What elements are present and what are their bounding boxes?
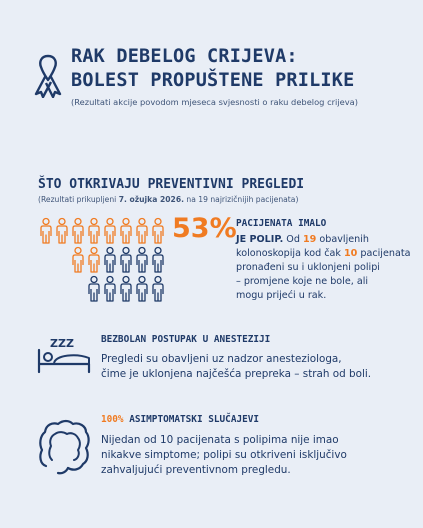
- stat-line-1-bold: JE POLIP.: [236, 234, 284, 245]
- person-icon: [89, 248, 99, 273]
- person-icon: [89, 277, 99, 302]
- asymptomatic-percent: 100%: [101, 414, 124, 425]
- stat-body: [236, 233, 416, 303]
- person-icon: [73, 248, 83, 273]
- asymptomatic-line-3: zahvaljujući preventivnom pregledu.: [101, 464, 291, 476]
- page-subtitle: (Rezultati akcije povodom mjeseca svjesnosti o raku debelog crijeva): [71, 97, 358, 107]
- asymptomatic-line-1: Nijedan od 10 pacijenata s polipima nije imao: [101, 434, 339, 446]
- page-title-line-2: BOLEST PROPUŠTENE PRILIKE: [71, 70, 355, 91]
- page-title-line-1: RAK DEBELOG CRIJEVA:: [71, 46, 298, 67]
- section-title: ŠTO OTKRIVAJU PREVENTIVNI PREGLEDI: [38, 177, 305, 192]
- person-icon: [121, 219, 131, 244]
- stat-line-3: pronađeni su i uklonjeni polipi: [236, 262, 380, 273]
- stat-line-1-rest: Od: [283, 234, 303, 245]
- person-icon: [89, 219, 99, 244]
- stat-line-5: mogu prijeći u rak.: [236, 290, 327, 301]
- anesthesia-line-2: čime je uklonjena najčešća prepreka – strah od boli.: [101, 368, 372, 380]
- section-subtitle-pre: (Rezultati prikupljeni: [38, 195, 119, 204]
- anesthesia-line-1: Pregledi su obavljeni uz nadzor anesteziologa,: [101, 353, 342, 365]
- section-subtitle: [38, 195, 298, 204]
- page-title: [71, 45, 411, 93]
- colon-icon: [36, 416, 92, 476]
- stat-percent: 53%: [172, 213, 237, 244]
- people-grid: [38, 216, 168, 304]
- person-icon: [121, 277, 131, 302]
- anesthesia-title: BEZBOLAN POSTUPAK U ANESTEZIJI: [101, 334, 271, 345]
- stat-line-2-pre: kolonoskopija kod čak: [236, 248, 344, 259]
- asymptomatic-text: [101, 433, 401, 478]
- stat-found-number: 10: [343, 248, 358, 259]
- person-icon: [137, 219, 147, 244]
- person-icon: [153, 248, 163, 273]
- asymptomatic-title: [101, 414, 259, 425]
- section-subtitle-post: na 19 najrizičnijih pacijenata): [183, 195, 299, 204]
- bed-zzz-text: ZZZ: [50, 337, 74, 350]
- stat-heading: PACIJENATA IMALO: [236, 218, 327, 229]
- stat-line-4: – promjene koje ne bole, ali: [236, 276, 369, 287]
- person-icon: [153, 277, 163, 302]
- person-icon: [41, 219, 51, 244]
- person-icon: [137, 277, 147, 302]
- stat-line-1-end: obavljenih: [316, 234, 369, 245]
- person-icon: [105, 219, 115, 244]
- stat-line-2: [236, 247, 416, 261]
- person-icon: [105, 248, 115, 273]
- anesthesia-text: [101, 352, 401, 382]
- stat-total-number: 19: [303, 234, 317, 245]
- person-icon: [105, 277, 115, 302]
- awareness-ribbon-icon: [33, 52, 63, 98]
- person-icon: [57, 219, 67, 244]
- person-icon: [121, 248, 131, 273]
- stat-line-2-post: pacijenata: [357, 248, 411, 259]
- stat-line-1: [236, 233, 416, 247]
- asymptomatic-line-2: nikakve simptome; polipi su otkriveni isključivo: [101, 449, 347, 461]
- sleeping-bed-icon: [36, 336, 92, 376]
- person-icon: [137, 248, 147, 273]
- person-icon: [153, 219, 163, 244]
- section-subtitle-date: 7. ožujka 2026.: [118, 195, 184, 204]
- asymptomatic-title-rest: ASIMPTOMATSKI SLUČAJEVI: [123, 414, 260, 425]
- person-icon: [73, 219, 83, 244]
